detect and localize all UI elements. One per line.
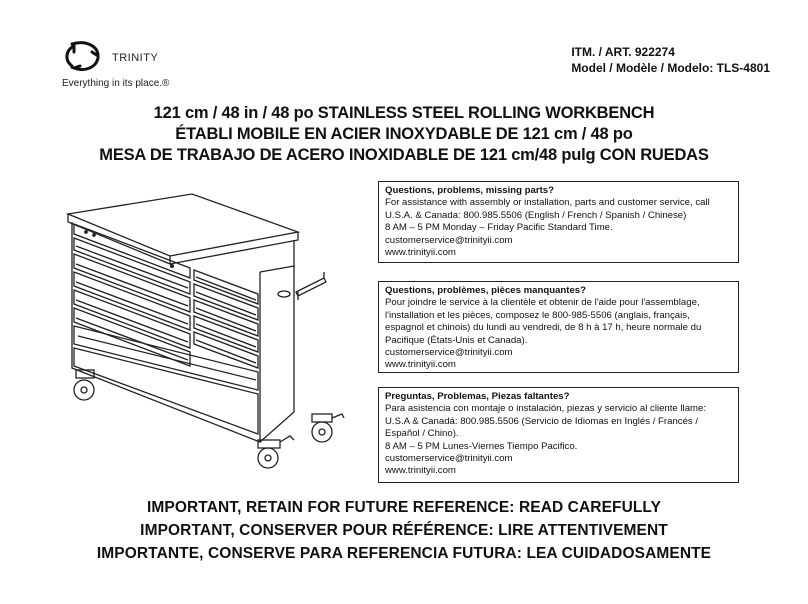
important-notice <box>0 496 808 565</box>
model-number: Model / Modèle / Modelo: TLS-4801 <box>571 61 770 75</box>
support-line: 8 AM – 5 PM Monday – Friday Pacific Standard Time. <box>385 222 613 234</box>
trinity-logo-icon <box>62 40 108 74</box>
item-info <box>571 44 770 76</box>
title-french: ÉTABLI MOBILE EN ACIER INOXYDABLE DE 121 cm / 48 po <box>175 125 633 143</box>
support-line: l'installation et les pièces, composez le 800-985-5506 (anglais, français, <box>385 309 690 321</box>
product-titles <box>0 103 808 166</box>
workbench-illustration <box>62 192 352 470</box>
support-line: espagnol et chinois) du lundi au vendredi, de 8 h à 17 h, heure normale du <box>385 322 702 334</box>
title-english: 121 cm / 48 in / 48 po STAINLESS STEEL ROLLING WORKBENCH <box>153 104 655 122</box>
brand-logo <box>62 40 172 92</box>
support-line: Pour joindre le service à la clientèle et obtenir de l'aide pour l'assemblage, <box>385 297 700 309</box>
brand-name: TRINITY <box>112 52 159 64</box>
support-box-french <box>378 281 739 373</box>
title-spanish: MESA DE TRABAJO DE ACERO INOXIDABLE DE 121 cm/48 pulg CON RUEDAS <box>99 146 709 164</box>
brand-tagline: Everything in its place.® <box>62 78 170 89</box>
support-line: U.S.A. & Canada: 800.985.5506 (English / French / Spanish / Chinese) <box>385 209 687 221</box>
support-website[interactable]: www.trinityii.com <box>385 465 456 477</box>
support-website[interactable]: www.trinityii.com <box>385 247 456 259</box>
support-line: U.S.A & Canadá: 800.985.5506 (Servicio de Idiomas en Inglés / Francés / <box>385 415 699 427</box>
support-box-spanish <box>378 387 739 483</box>
support-website[interactable]: www.trinityii.com <box>385 359 456 371</box>
support-line: Para asistencia con montaje o instalación, piezas y servicio al cliente llame: <box>385 403 707 415</box>
item-number: ITM. / ART. 922274 <box>571 45 675 59</box>
support-heading-english: Questions, problems, missing parts? <box>385 185 554 196</box>
workbench-drawing-icon <box>62 192 352 470</box>
important-french: IMPORTANT, CONSERVER POUR RÉFÉRENCE: LIRE ATTENTIVEMENT <box>140 522 668 539</box>
important-spanish: IMPORTANTE, CONSERVE PARA REFERENCIA FUTURA: LEA CUIDADOSAMENTE <box>96 545 712 562</box>
support-heading-spanish: Preguntas, Problemas, Piezas faltantes? <box>385 391 570 402</box>
important-english: IMPORTANT, RETAIN FOR FUTURE REFERENCE: READ CAREFULLY <box>146 499 662 516</box>
support-email[interactable]: customerservice@trinityii.com <box>385 234 513 246</box>
support-line: For assistance with assembly or installation, parts and customer service, call <box>385 197 710 209</box>
support-email[interactable]: customerservice@trinityii.com <box>385 347 513 359</box>
support-line: Español / Chino). <box>385 428 459 440</box>
support-line: 8 AM – 5 PM Lunes-Viernes Tiempo Pacifico. <box>385 440 578 452</box>
support-line: Pacifique (États-Unis et Canada). <box>385 334 528 346</box>
support-email[interactable]: customerservice@trinityii.com <box>385 453 513 465</box>
support-box-english <box>378 181 739 263</box>
support-heading-french: Questions, problèmes, pièces manquantes? <box>385 285 586 296</box>
